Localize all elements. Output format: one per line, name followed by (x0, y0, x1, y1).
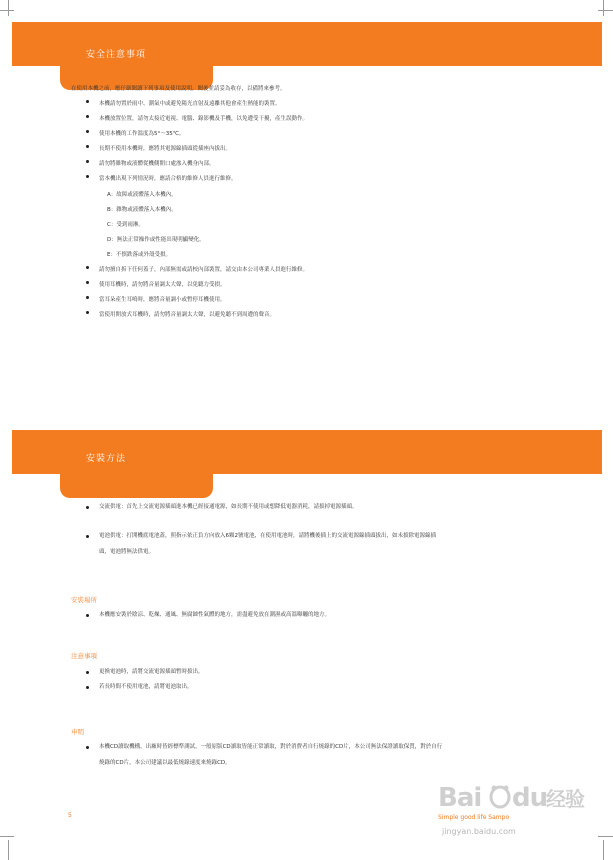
list-item (85, 127, 308, 142)
watermark-url: jingyan.baidu.com (442, 827, 516, 836)
bullet-icon (86, 160, 89, 163)
bullet-text: 更換電池時，請將交流電源插頭暫時拔出。 (99, 669, 204, 675)
bullet-icon (86, 175, 89, 178)
list-item (85, 308, 308, 323)
bullet-text: 電池供電：打開機底電池蓋，照指示依正負方向放入6顆2號電池，在使用電池時，請將機後插上的交流電源線插頭拔出，如未拔除電源線插頭，電池將無法供電。 (99, 533, 437, 555)
bullet-icon (86, 115, 89, 118)
subsection-heading: 安裝步驟 (71, 489, 97, 497)
list-item (85, 157, 308, 172)
list-item (85, 263, 308, 278)
list-item-text: 使用耳機時，請勿將音量調太大聲，以免聽力受損。 (99, 282, 226, 289)
bullet-icon (86, 671, 89, 674)
bullet-icon (86, 746, 89, 749)
bullet-icon (86, 266, 89, 269)
list-item (85, 112, 308, 127)
list-item-text: 本機請勿置於雨中、潮氣中或避免陽光直射及遠離其他會產生熱能的裝置。 (99, 101, 281, 107)
svg-text:Bai: Bai (438, 783, 482, 813)
list-item (85, 665, 445, 681)
list-item (85, 740, 445, 771)
page-number: 5 (68, 812, 72, 819)
bullet-icon (86, 506, 89, 509)
crop-mark (598, 836, 613, 837)
watermark (438, 780, 588, 836)
list-item (85, 203, 308, 218)
list-item (85, 142, 308, 157)
crop-mark (603, 840, 604, 860)
crop-mark (0, 836, 14, 837)
subsection-heading: 注意事項 (71, 652, 97, 660)
list-item (85, 233, 308, 248)
watermark-tagline: Simple good life Sampo (438, 814, 510, 821)
crop-mark (598, 10, 613, 11)
crop-mark (603, 0, 604, 16)
bullet-text: 若長時間不使用電池，請將電池取出。 (99, 684, 193, 690)
list-item (85, 172, 308, 187)
subsection-heading: 申明 (71, 728, 84, 736)
svg-text:du: du (512, 783, 548, 813)
list-item-text: 當本機出現下列情況時，應請合格的維修人員進行維修。 (99, 176, 237, 183)
bullet-text: 本機CD讀取機構，出廠時皆經標準測試，一般原版CD讀取皆能正常讀取，對於消費者自行燒錄的CD片，本公司無法保證讀取保質，對於自行燒錄的CD片，本公司建議以最低燒錄速度來燒錄CD。 (99, 744, 443, 766)
list-item (85, 293, 308, 308)
bullet-icon (86, 311, 89, 314)
bullet-icon (86, 281, 89, 284)
list-item-text: 本機放置位置，請勿太接近電視、電腦、錄影機及手機，以免遭受干擾，產生誤動作。 (99, 116, 309, 123)
list-item-text: 使用本機的工作溫度為5°～35℃。 (99, 131, 185, 138)
bullet-icon (86, 145, 89, 148)
crop-mark (0, 10, 14, 11)
list-item (85, 218, 308, 233)
list-item-text: A：故障或液體落入本機內。 (107, 191, 177, 198)
list-item-text: D：無法正常操作或性能出現明顯變化。 (107, 236, 205, 243)
list-item-text: 當使用開放式耳機時，請勿將音量調太大聲，以避免聽不到周遭的聲音。 (99, 312, 276, 319)
intro-text: 在使用本機之前，應仔細閱讀下列事項及使用說明，閱後並請妥為收存，以備將來參考。 (71, 86, 286, 92)
list-item (85, 248, 308, 263)
list-item (85, 529, 445, 560)
list-item-text: 請勿擅自拆下任何蓋子，內部無需或請校內部裝置，請交由本公司專業人員進行維修。 (99, 267, 309, 274)
bullet-icon (86, 296, 89, 299)
section-title: 安裝方法 (86, 454, 127, 464)
bullet-icon (86, 100, 89, 103)
bullet-icon (86, 130, 89, 133)
list-item (85, 608, 445, 624)
list-item-text: 請勿將雜物或液體從機側開口處滲入機身內部。 (99, 161, 215, 168)
list-item (85, 278, 308, 293)
crop-mark (8, 840, 9, 860)
bullet-icon (86, 535, 89, 538)
list-item (85, 500, 445, 516)
list-item-text: 當耳朵產生耳鳴時，應將音量調小或暫停耳機使用。 (99, 297, 226, 304)
subsection-heading: 安裝場所 (71, 596, 97, 604)
list-item-text: B：雜物或液體落入本機內。 (107, 206, 177, 213)
list-item (85, 680, 445, 696)
section-title: 安全注意事項 (86, 50, 147, 60)
bullet-text: 交流供電：首先上交流電源插頭進本機已經接通電源，如長期不使用或想降低電器消耗，請拔掉電源插頭。 (99, 504, 358, 510)
bullet-text: 本機應安裝於陰涼、乾燥、通風、無腐蝕性氣體的地方，需盡避免放在潮濕或高溫曝曬的地方。 (99, 612, 331, 618)
svg-text:经验: 经验 (546, 787, 584, 811)
list-item-text: C：受到雨淋。 (107, 221, 144, 228)
list-item (85, 188, 308, 203)
list-item-text: E：不慎跌落或外殼受損。 (107, 251, 171, 258)
safety-list (85, 97, 308, 323)
bullet-icon (86, 686, 89, 689)
list-item (85, 97, 308, 112)
crop-mark (8, 0, 9, 16)
list-item-text: 長期不使用本機時，應將其電源線插頭從插座內拔出。 (99, 146, 232, 153)
bullet-icon (86, 614, 89, 617)
